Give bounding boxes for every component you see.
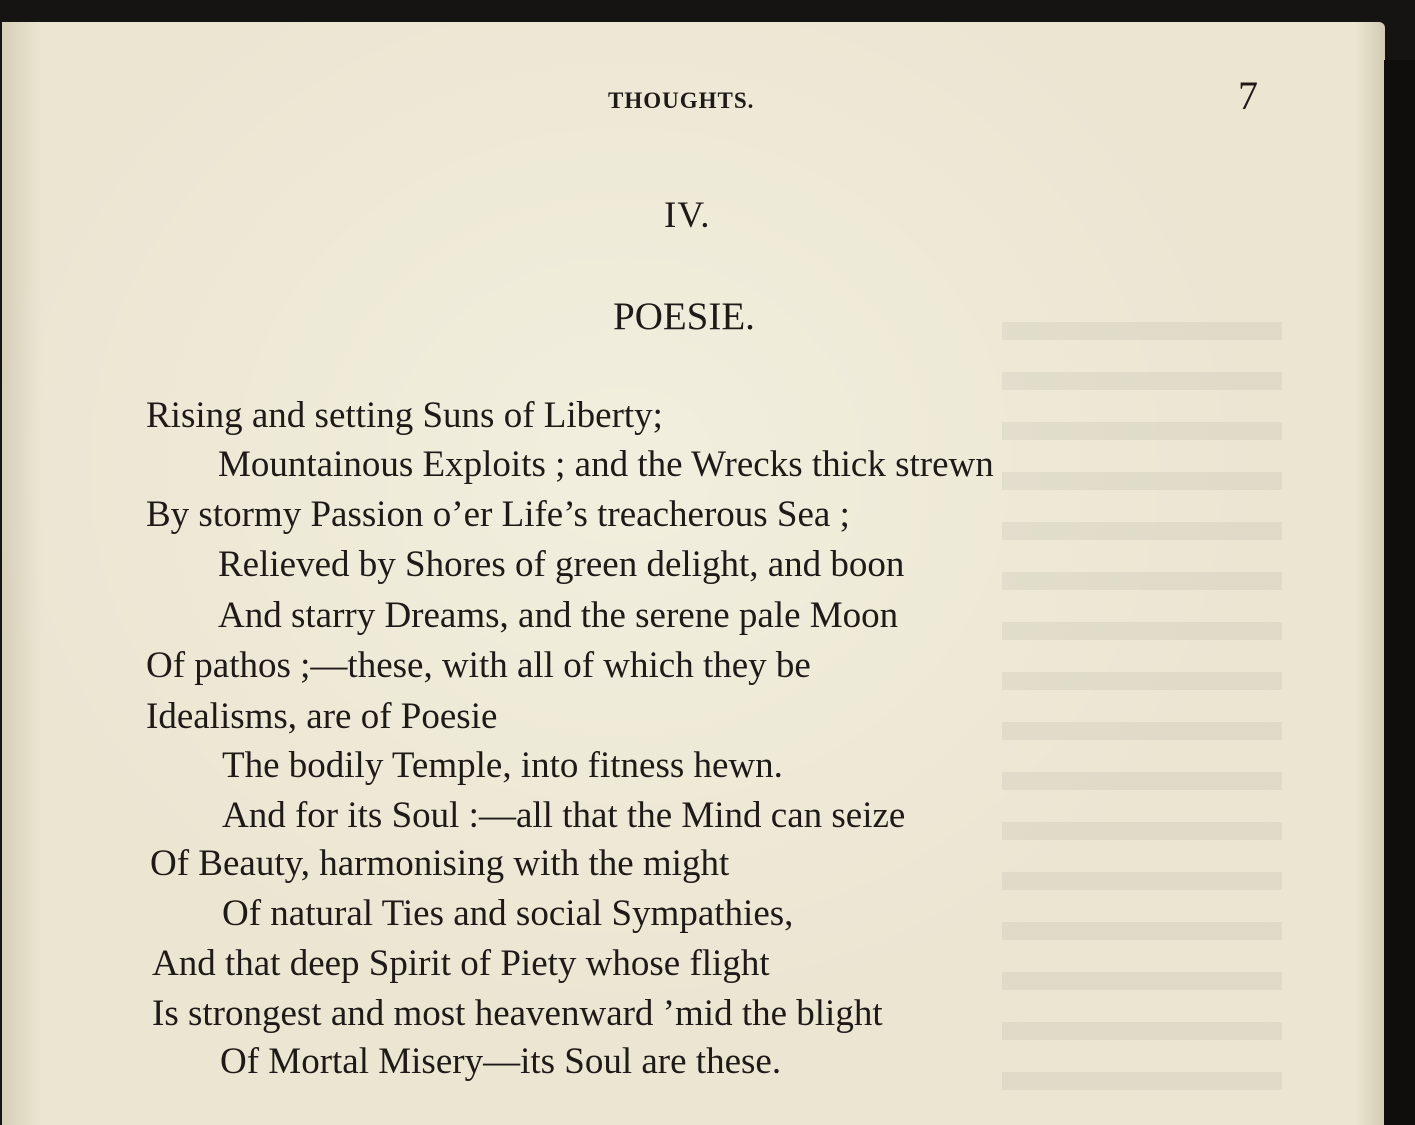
poem-line: And that deep Spirit of Piety whose flight xyxy=(152,943,770,984)
poem-line: By stormy Passion o’er Life’s treacherous Sea ; xyxy=(146,494,850,535)
poem-line: Of Beauty, harmonising with the might xyxy=(150,843,730,884)
section-numeral: IV. xyxy=(664,195,711,236)
poem-line: And for its Soul :—all that the Mind can seize xyxy=(222,795,906,836)
poem-line: Of pathos ;—these, with all of which they be xyxy=(146,645,811,686)
poem-line: Is strongest and most heavenward ’mid the blight xyxy=(152,993,883,1034)
poem-line: Of Mortal Misery—its Soul are these. xyxy=(220,1041,782,1082)
running-head: THOUGHTS. xyxy=(608,88,755,113)
poem-line: Idealisms, are of Poesie xyxy=(146,696,498,737)
poem-title: POESIE. xyxy=(613,295,755,338)
poem-line: Rising and setting Suns of Liberty; xyxy=(146,395,663,436)
page-edge-shadow xyxy=(1384,60,1415,1125)
poem-line: Relieved by Shores of green delight, and boon xyxy=(218,544,905,585)
poem-line: Of natural Ties and social Sympathies, xyxy=(222,893,794,934)
show-through-text xyxy=(1002,322,1282,1122)
poem-line: The bodily Temple, into fitness hewn. xyxy=(222,745,783,786)
page-number: 7 xyxy=(1238,73,1258,118)
poem-line: And starry Dreams, and the serene pale Moon xyxy=(218,595,899,636)
poem-line: Mountainous Exploits ; and the Wrecks thick strewn xyxy=(218,444,994,485)
